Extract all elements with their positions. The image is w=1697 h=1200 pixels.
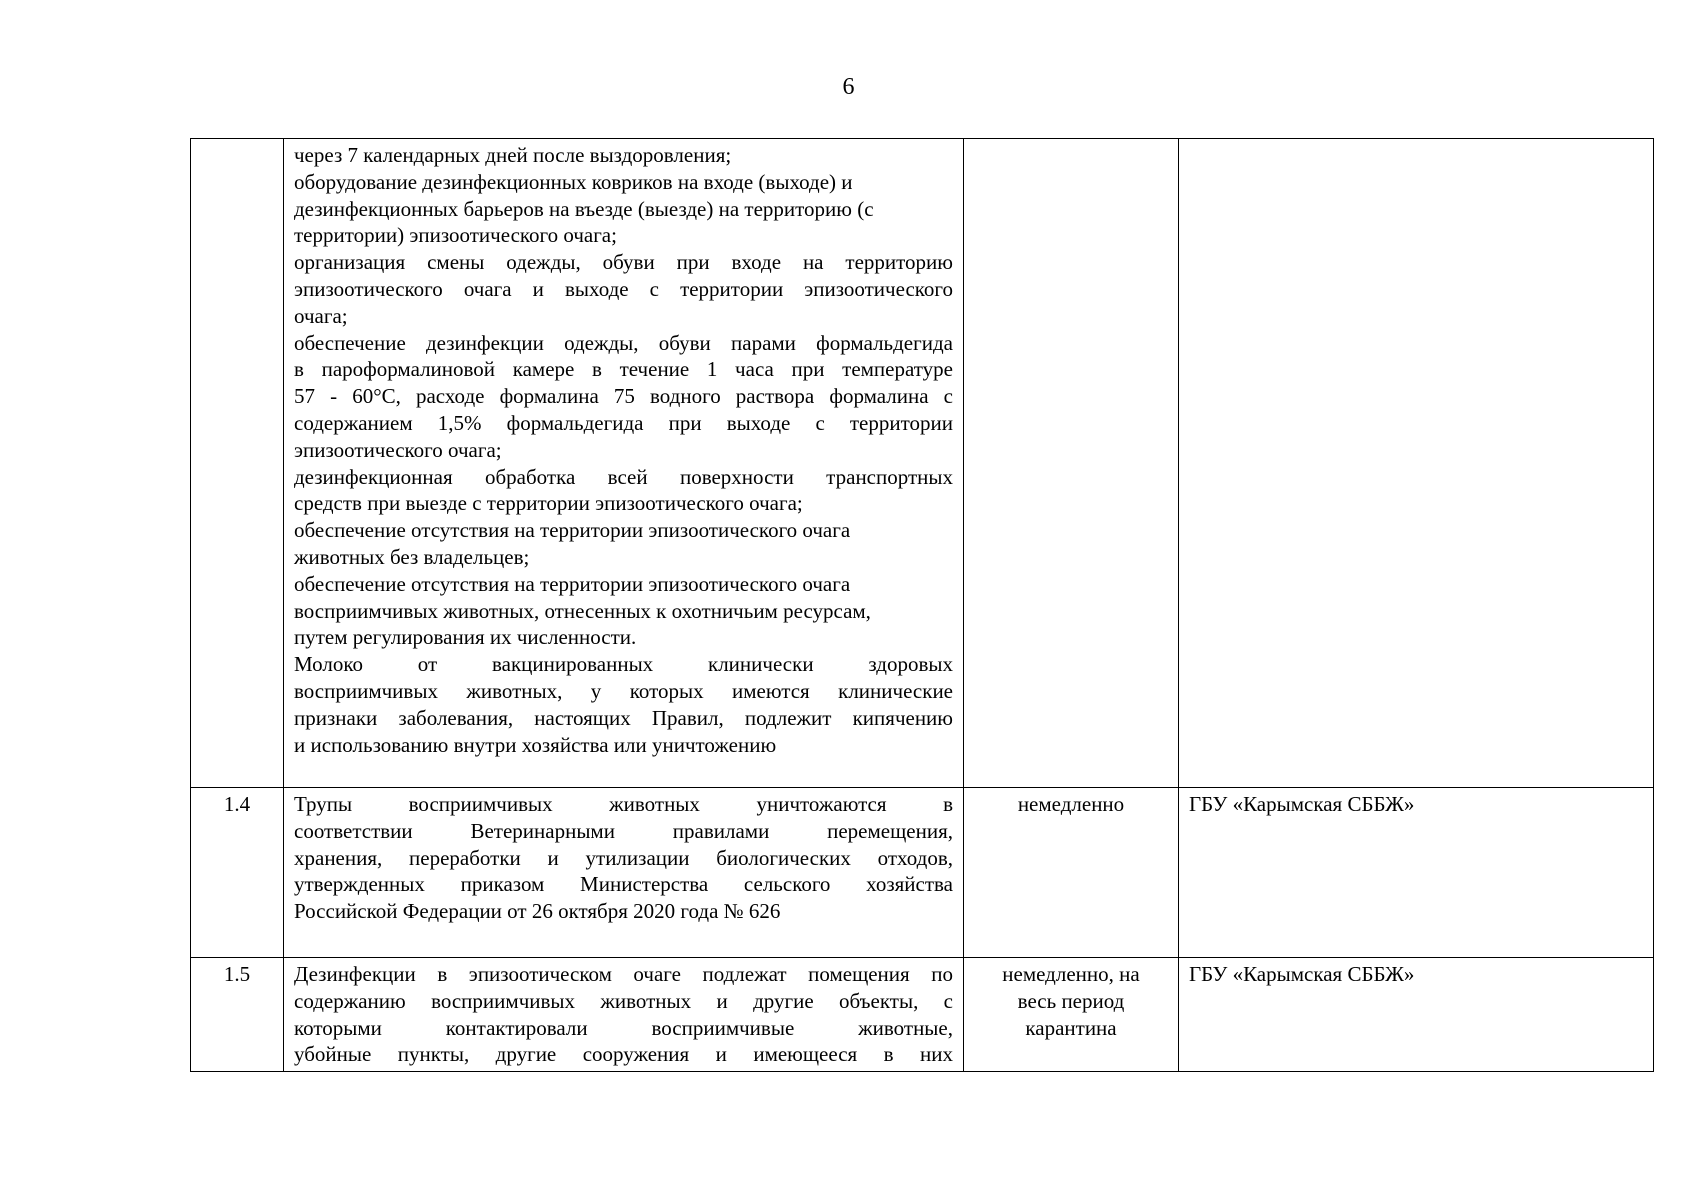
row-number-cell — [191, 139, 284, 788]
text-line: Молоко от вакцинированных клинически здоровых — [294, 652, 953, 677]
text-line: путем регулирования их численности. — [294, 625, 637, 650]
text-line: восприимчивых животных, у которых имеются клинические — [294, 678, 953, 703]
text-line: утвержденных приказом Министерства сельского хозяйства — [294, 872, 953, 897]
term-cell — [964, 788, 1179, 958]
text-line: 57 - 60°С, расходе формалина 75 водного раствора формалина с — [294, 384, 953, 409]
text-line: Трупы восприимчивых животных уничтожаются в — [294, 792, 953, 816]
text-line: животных без владельцев; — [294, 544, 530, 569]
table-row — [191, 958, 1654, 1072]
text-line: дезинфекционная обработка всей поверхности транспортных — [294, 464, 953, 489]
table-row — [191, 788, 1654, 958]
responsible-cell — [1179, 139, 1654, 788]
text-line: эпизоотического очага и выходе с территории эпизоотического — [294, 276, 953, 301]
text-line: восприимчивых животных, отнесенных к охотничьим ресурсам, — [294, 598, 871, 623]
text-line: в пароформалиновой камере в течение 1 часа при температуре — [294, 357, 953, 382]
page-number: 6 — [842, 74, 855, 100]
measures-table — [190, 138, 1654, 1072]
text-line: обеспечение отсутствия на территории эпизоотического очага — [294, 571, 851, 596]
text-line: оборудование дезинфекционных ковриков на входе (выходе) и — [294, 169, 853, 194]
term-line: весь период — [1017, 988, 1125, 1013]
text-line: дезинфекционных барьеров на въезде (выезде) на территорию (с — [294, 196, 874, 221]
text-line: средств при выезде с территории эпизоотического очага; — [294, 491, 803, 516]
term-line: немедленно, на — [1002, 962, 1140, 986]
text-line: хранения, переработки и утилизации биологических отходов, — [294, 845, 953, 870]
text-line: и использованию внутри хозяйства или уничтожению — [294, 732, 777, 757]
term-line: немедленно — [1017, 792, 1125, 816]
text-line: признаки заболевания, настоящих Правил, подлежит кипячению — [294, 705, 953, 730]
text-line: через 7 календарных дней после выздоровления; — [294, 143, 732, 167]
responsible-cell: ГБУ «Карымская СББЖ» — [1179, 788, 1654, 958]
text-line: убойные пункты, другие сооружения и имеющееся в них — [294, 1042, 953, 1067]
text-line: территории) эпизоотического очага; — [294, 223, 617, 248]
text-line: организация смены одежды, обуви при входе на территорию — [294, 250, 953, 275]
text-line: которыми контактировали восприимчивые животные, — [294, 1015, 953, 1040]
measure-text-cell — [284, 788, 964, 958]
text-line: обеспечение отсутствия на территории эпизоотического очага — [294, 518, 851, 543]
term-line: карантина — [1025, 1015, 1117, 1040]
text-line: обеспечение дезинфекции одежды, обуви парами формальдегида — [294, 330, 953, 355]
measure-text-cell — [284, 139, 964, 788]
row-number-cell: 1.4 — [191, 788, 284, 958]
row-number-cell: 1.5 — [191, 958, 284, 1072]
text-line: очага; — [294, 303, 348, 328]
text-line: Дезинфекции в эпизоотическом очаге подлежат помещения по — [294, 962, 953, 986]
term-cell — [964, 958, 1179, 1072]
text-line: соответствии Ветеринарными правилами перемещения, — [294, 818, 953, 843]
text-line: содержанием 1,5% формальдегида при выходе с территории — [294, 410, 953, 435]
term-cell — [964, 139, 1179, 788]
text-line: содержанию восприимчивых животных и другие объекты, с — [294, 988, 953, 1013]
table-row — [191, 139, 1654, 788]
responsible-cell: ГБУ «Карымская СББЖ» — [1179, 958, 1654, 1072]
text-line: эпизоотического очага; — [294, 437, 502, 462]
measure-text-cell — [284, 958, 964, 1072]
text-line: Российской Федерации от 26 октября 2020 года № 626 — [294, 899, 781, 924]
